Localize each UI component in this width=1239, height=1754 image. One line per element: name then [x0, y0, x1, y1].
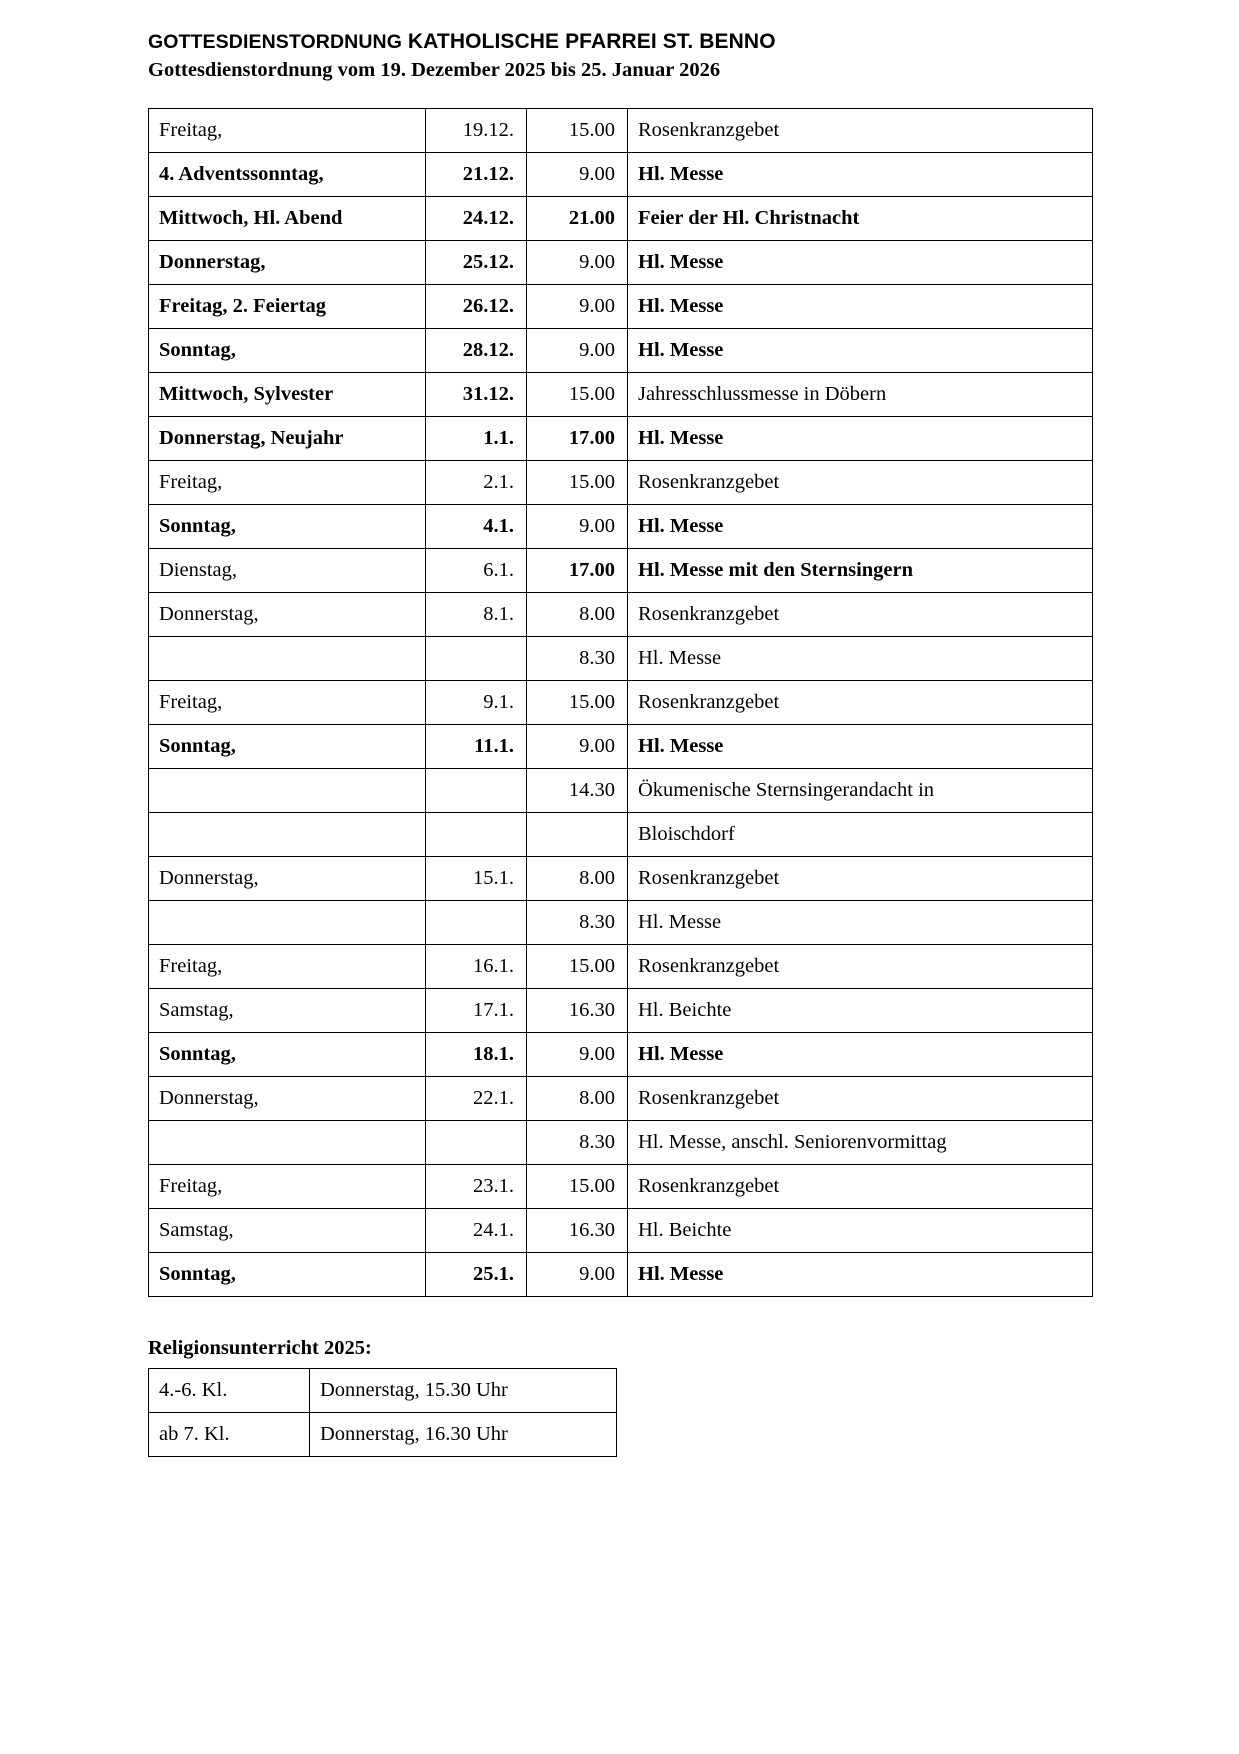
schedule-day-cell: Sonntag,	[149, 1033, 426, 1077]
schedule-date-cell: 26.12.	[426, 285, 527, 329]
schedule-date-cell: 2.1.	[426, 461, 527, 505]
schedule-date-cell: 25.1.	[426, 1253, 527, 1297]
schedule-date-cell: 24.12.	[426, 197, 527, 241]
schedule-event-cell: Hl. Messe	[628, 505, 1093, 549]
table-row	[149, 989, 1093, 1033]
schedule-time-cell: 9.00	[527, 505, 628, 549]
schedule-date-cell	[426, 901, 527, 945]
religion-time-cell: Donnerstag, 16.30 Uhr	[310, 1413, 617, 1457]
schedule-day-cell	[149, 769, 426, 813]
schedule-date-cell: 4.1.	[426, 505, 527, 549]
schedule-event-cell: Feier der Hl. Christnacht	[628, 197, 1093, 241]
schedule-time-cell: 8.30	[527, 637, 628, 681]
schedule-day-cell	[149, 637, 426, 681]
schedule-time-cell: 9.00	[527, 153, 628, 197]
schedule-day-cell: 4. Adventssonntag,	[149, 153, 426, 197]
schedule-event-cell: Bloischdorf	[628, 813, 1093, 857]
schedule-date-cell: 21.12.	[426, 153, 527, 197]
schedule-day-cell: Freitag, 2. Feiertag	[149, 285, 426, 329]
table-row	[149, 1121, 1093, 1165]
schedule-time-cell: 9.00	[527, 329, 628, 373]
religion-time-cell: Donnerstag, 15.30 Uhr	[310, 1369, 617, 1413]
table-row	[149, 461, 1093, 505]
schedule-time-cell: 15.00	[527, 461, 628, 505]
religion-group-cell: 4.-6. Kl.	[149, 1369, 310, 1413]
schedule-event-cell: Hl. Messe	[628, 285, 1093, 329]
schedule-day-cell: Samstag,	[149, 1209, 426, 1253]
schedule-day-cell: Sonntag,	[149, 505, 426, 549]
schedule-date-cell: 11.1.	[426, 725, 527, 769]
schedule-event-cell: Rosenkranzgebet	[628, 857, 1093, 901]
schedule-day-cell: Donnerstag,	[149, 241, 426, 285]
table-row	[149, 329, 1093, 373]
schedule-event-cell: Rosenkranzgebet	[628, 945, 1093, 989]
schedule-time-cell: 9.00	[527, 1253, 628, 1297]
schedule-event-cell: Hl. Messe	[628, 241, 1093, 285]
schedule-event-cell: Rosenkranzgebet	[628, 1165, 1093, 1209]
schedule-date-cell: 18.1.	[426, 1033, 527, 1077]
schedule-time-cell: 15.00	[527, 1165, 628, 1209]
schedule-event-cell: Rosenkranzgebet	[628, 1077, 1093, 1121]
table-row	[149, 109, 1093, 153]
table-row	[149, 681, 1093, 725]
schedule-time-cell: 8.00	[527, 857, 628, 901]
schedule-time-cell: 8.30	[527, 1121, 628, 1165]
schedule-time-cell: 15.00	[527, 373, 628, 417]
schedule-time-cell: 15.00	[527, 945, 628, 989]
schedule-date-cell: 17.1.	[426, 989, 527, 1033]
table-row	[149, 373, 1093, 417]
page-title-rest: KATHOLISCHE PFARREI ST. BENNO	[407, 30, 776, 53]
schedule-day-cell: Samstag,	[149, 989, 426, 1033]
religion-table	[148, 1368, 617, 1457]
schedule-time-cell: 21.00	[527, 197, 628, 241]
schedule-time-cell: 8.00	[527, 593, 628, 637]
schedule-event-cell: Rosenkranzgebet	[628, 681, 1093, 725]
schedule-day-cell: Donnerstag,	[149, 1077, 426, 1121]
schedule-date-cell: 28.12.	[426, 329, 527, 373]
religion-section-title: Religionsunterricht 2025:	[148, 1337, 372, 1359]
table-row	[149, 1413, 617, 1457]
schedule-event-cell: Hl. Messe	[628, 637, 1093, 681]
table-row	[149, 1253, 1093, 1297]
schedule-event-cell: Hl. Messe mit den Sternsingern	[628, 549, 1093, 593]
schedule-day-cell: Mittwoch, Sylvester	[149, 373, 426, 417]
table-row	[149, 1033, 1093, 1077]
schedule-time-cell: 14.30	[527, 769, 628, 813]
table-row	[149, 769, 1093, 813]
schedule-day-cell: Donnerstag,	[149, 593, 426, 637]
schedule-day-cell: Sonntag,	[149, 329, 426, 373]
religion-table-body	[149, 1369, 617, 1457]
schedule-day-cell: Freitag,	[149, 1165, 426, 1209]
schedule-day-cell: Sonntag,	[149, 725, 426, 769]
schedule-event-cell: Hl. Messe	[628, 1253, 1093, 1297]
schedule-date-cell	[426, 637, 527, 681]
page-title-strong: GOTTESDIENSTORDNUNG	[148, 31, 402, 53]
table-row	[149, 153, 1093, 197]
table-row	[149, 857, 1093, 901]
schedule-time-cell: 15.00	[527, 109, 628, 153]
schedule-time-cell: 17.00	[527, 417, 628, 461]
schedule-day-cell: Freitag,	[149, 945, 426, 989]
schedule-event-cell: Jahresschlussmesse in Döbern	[628, 373, 1093, 417]
schedule-day-cell: Dienstag,	[149, 549, 426, 593]
schedule-time-cell: 16.30	[527, 1209, 628, 1253]
schedule-event-cell: Ökumenische Sternsingerandacht in	[628, 769, 1093, 813]
table-row	[149, 285, 1093, 329]
table-row	[149, 725, 1093, 769]
schedule-date-cell	[426, 769, 527, 813]
schedule-date-cell: 22.1.	[426, 1077, 527, 1121]
schedule-event-cell: Hl. Beichte	[628, 989, 1093, 1033]
schedule-date-cell: 6.1.	[426, 549, 527, 593]
table-row	[149, 417, 1093, 461]
schedule-table	[148, 108, 1093, 1297]
table-row	[149, 505, 1093, 549]
schedule-date-cell: 24.1.	[426, 1209, 527, 1253]
schedule-time-cell: 9.00	[527, 1033, 628, 1077]
schedule-table-body	[149, 109, 1093, 1297]
schedule-date-cell: 23.1.	[426, 1165, 527, 1209]
schedule-event-cell: Rosenkranzgebet	[628, 593, 1093, 637]
table-row	[149, 945, 1093, 989]
schedule-date-cell: 9.1.	[426, 681, 527, 725]
schedule-day-cell	[149, 901, 426, 945]
schedule-time-cell: 16.30	[527, 989, 628, 1033]
schedule-date-cell: 8.1.	[426, 593, 527, 637]
schedule-event-cell: Hl. Messe	[628, 901, 1093, 945]
schedule-day-cell: Freitag,	[149, 109, 426, 153]
schedule-date-cell: 31.12.	[426, 373, 527, 417]
table-row	[149, 901, 1093, 945]
schedule-date-cell: 25.12.	[426, 241, 527, 285]
schedule-event-cell: Hl. Messe	[628, 153, 1093, 197]
schedule-time-cell: 9.00	[527, 725, 628, 769]
schedule-day-cell	[149, 813, 426, 857]
schedule-time-cell: 8.00	[527, 1077, 628, 1121]
schedule-date-cell	[426, 1121, 527, 1165]
schedule-date-cell	[426, 813, 527, 857]
table-row	[149, 1165, 1093, 1209]
schedule-event-cell: Rosenkranzgebet	[628, 109, 1093, 153]
schedule-time-cell: 15.00	[527, 681, 628, 725]
schedule-event-cell: Hl. Messe, anschl. Seniorenvormittag	[628, 1121, 1093, 1165]
schedule-event-cell: Hl. Messe	[628, 417, 1093, 461]
page-title	[148, 30, 1099, 54]
schedule-date-cell: 15.1.	[426, 857, 527, 901]
schedule-date-cell: 1.1.	[426, 417, 527, 461]
schedule-day-cell: Donnerstag, Neujahr	[149, 417, 426, 461]
schedule-day-cell: Freitag,	[149, 461, 426, 505]
page-subtitle: Gottesdienstordnung vom 19. Dezember 2025 bis 25. Januar 2026	[148, 59, 721, 81]
table-row	[149, 241, 1093, 285]
religion-group-cell: ab 7. Kl.	[149, 1413, 310, 1457]
table-row	[149, 1077, 1093, 1121]
schedule-time-cell: 9.00	[527, 285, 628, 329]
table-row	[149, 1209, 1093, 1253]
schedule-day-cell: Mittwoch, Hl. Abend	[149, 197, 426, 241]
schedule-day-cell: Freitag,	[149, 681, 426, 725]
schedule-day-cell	[149, 1121, 426, 1165]
table-row	[149, 549, 1093, 593]
schedule-event-cell: Hl. Messe	[628, 725, 1093, 769]
table-row	[149, 1369, 617, 1413]
schedule-time-cell	[527, 813, 628, 857]
table-row	[149, 813, 1093, 857]
schedule-time-cell: 8.30	[527, 901, 628, 945]
table-row	[149, 593, 1093, 637]
schedule-date-cell: 19.12.	[426, 109, 527, 153]
schedule-event-cell: Hl. Messe	[628, 1033, 1093, 1077]
schedule-day-cell: Donnerstag,	[149, 857, 426, 901]
schedule-event-cell: Hl. Beichte	[628, 1209, 1093, 1253]
schedule-event-cell: Rosenkranzgebet	[628, 461, 1093, 505]
schedule-time-cell: 9.00	[527, 241, 628, 285]
schedule-event-cell: Hl. Messe	[628, 329, 1093, 373]
schedule-date-cell: 16.1.	[426, 945, 527, 989]
table-row	[149, 637, 1093, 681]
schedule-time-cell: 17.00	[527, 549, 628, 593]
schedule-day-cell: Sonntag,	[149, 1253, 426, 1297]
table-row	[149, 197, 1093, 241]
